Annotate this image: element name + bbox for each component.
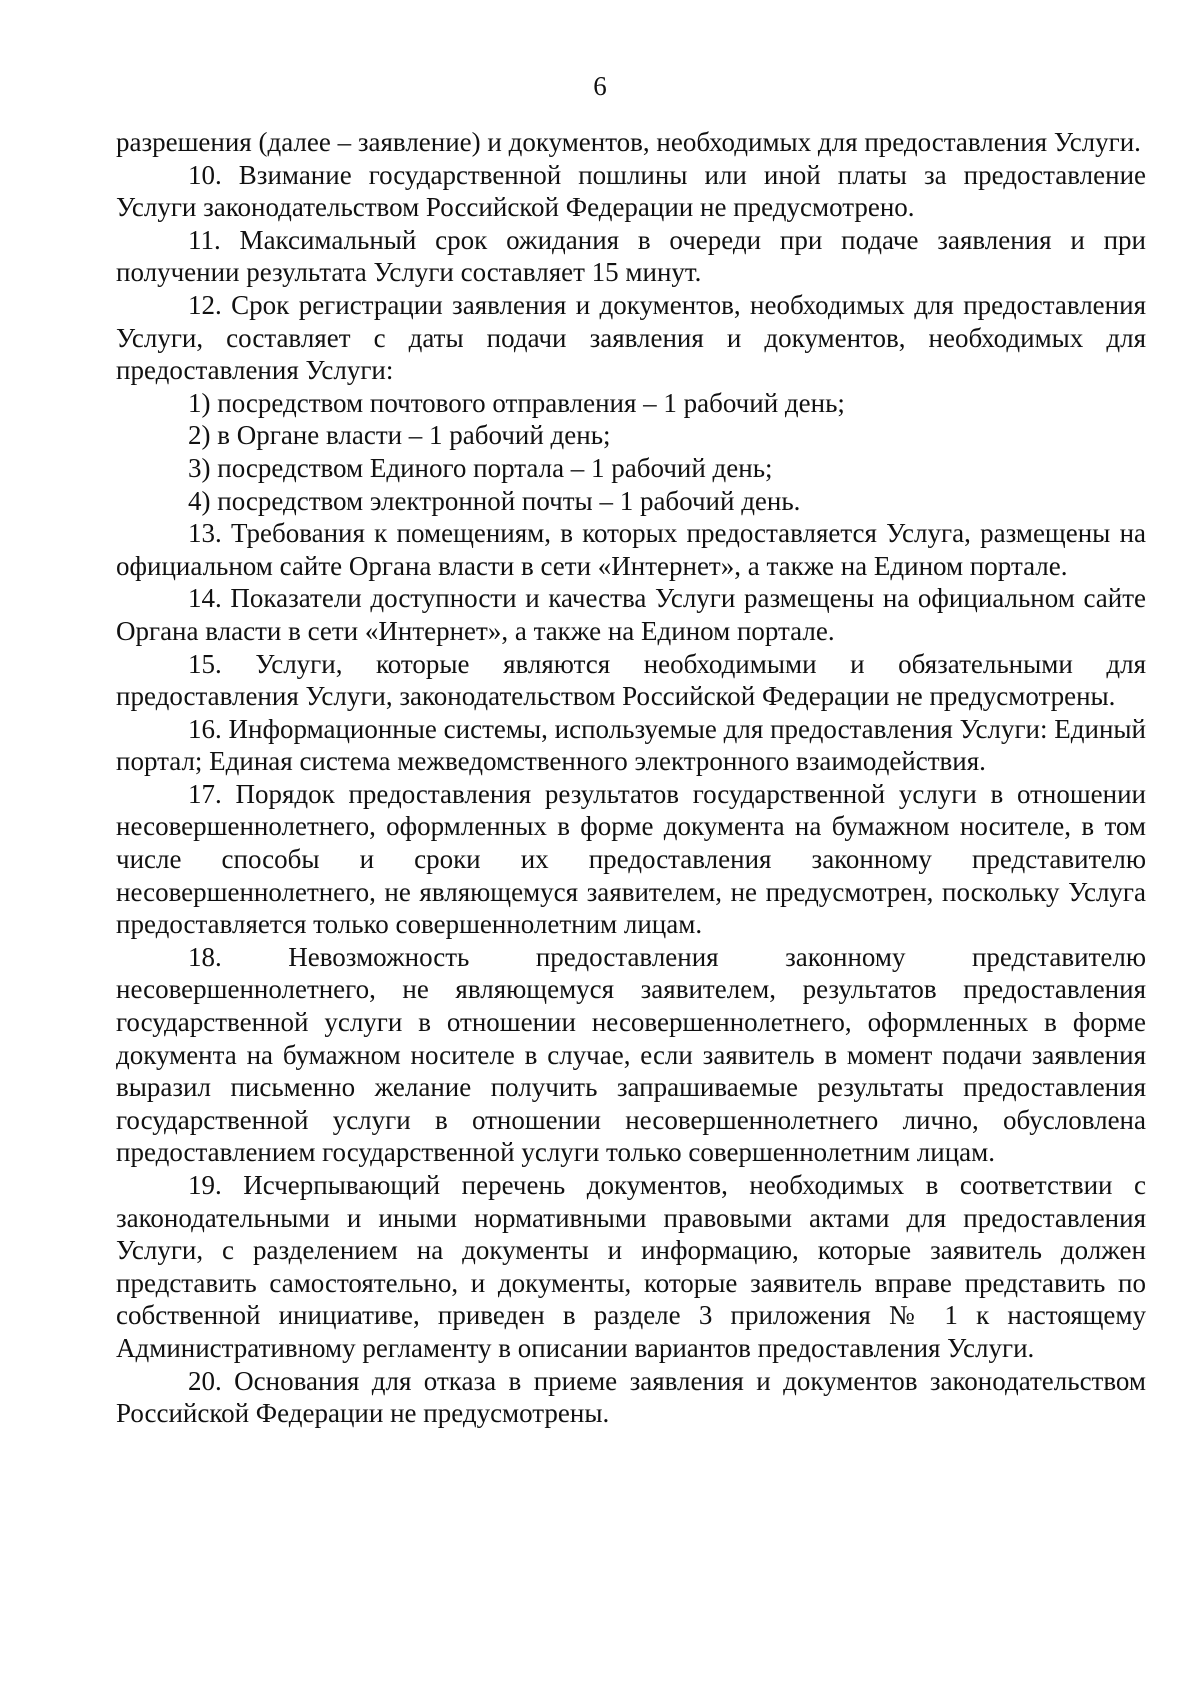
list-item-2: 2) в Органе власти – 1 рабочий день;	[188, 420, 611, 451]
paragraph-18: 18. Невозможность предоставления законному представителю несовершеннолетнего, не являющемуся заявителем, результатов предоставления государственной услуги в отношении несовершеннолетнего, оформленных в форме документа на бумажном носителе в случае, если заявитель в момент подачи заявления выразил письменно желание получить запрашиваемые результаты предоставления государственной услуги в отношении несовершеннолетнего лично, обусловлена предоставлением государственной услуги только совершеннолетним лицам.	[116, 941, 1146, 1168]
body-text	[116, 126, 1146, 1430]
paragraph-12: 12. Срок регистрации заявления и документов, необходимых для предоставления Услуги, составляет с даты подачи заявления и документов, необходимых для предоставления Услуги:	[116, 289, 1146, 386]
list-item-4: 4) посредством электронной почты – 1 рабочий день.	[188, 485, 801, 516]
paragraph-16: 16. Информационные системы, используемые для предоставления Услуги: Единый портал; Единая система межведомственного электронного взаимодействия.	[116, 713, 1146, 777]
paragraph-13: 13. Требования к помещениям, в которых предоставляется Услуга, размещены на официальном сайте Органа власти в сети «Интернет», а также на Едином портале.	[116, 518, 1146, 581]
paragraph-14: 14. Показатели доступности и качества Услуги размещены на официальном сайте Органа власти в сети «Интернет», а также на Едином портале.	[116, 583, 1146, 646]
paragraph-17: 17. Порядок предоставления результатов государственной услуги в отношении несовершеннолетнего, оформленных в форме документа на бумажном носителе, в том числе способы и сроки их предоставления законному представителю несовершеннолетнего, не являющемуся заявителем, не предусмотрен, поскольку Услуга предоставляется только совершеннолетним лицам.	[116, 778, 1146, 940]
list-item-1: 1) посредством почтового отправления – 1 рабочий день;	[188, 387, 845, 418]
paragraph-continuation: разрешения (далее – заявление) и документов, необходимых для предоставления Услуги.	[116, 127, 1141, 157]
paragraph-20: 20. Основания для отказа в приеме заявления и документов законодательством Российской Федерации не предусмотрены.	[116, 1365, 1146, 1429]
paragraph-11: 11. Максимальный срок ожидания в очереди при подаче заявления и при получении результата Услуги составляет 15 минут.	[116, 224, 1146, 288]
page-number: 6	[593, 71, 607, 101]
paragraph-19: 19. Исчерпывающий перечень документов, необходимых в соответствии с законодательными и иными нормативными правовыми актами для предоставления Услуги, с разделением на документы и информацию, которые заявитель должен представить самостоятельно, и документы, которые заявитель вправе представить по собственной инициативе, приведен в разделе 3 приложения № 1 к настоящему Административному регламенту в описании вариантов предоставления Услуги.	[116, 1170, 1146, 1363]
paragraph-10: 10. Взимание государственной пошлины или иной платы за предоставление Услуги законодательством Российской Федерации не предусмотрено.	[116, 159, 1146, 223]
list-item-3: 3) посредством Единого портала – 1 рабочий день;	[188, 452, 773, 483]
paragraph-15: 15. Услуги, которые являются необходимыми и обязательными для предоставления Услуги, законодательством Российской Федерации не предусмотрены.	[116, 648, 1146, 712]
